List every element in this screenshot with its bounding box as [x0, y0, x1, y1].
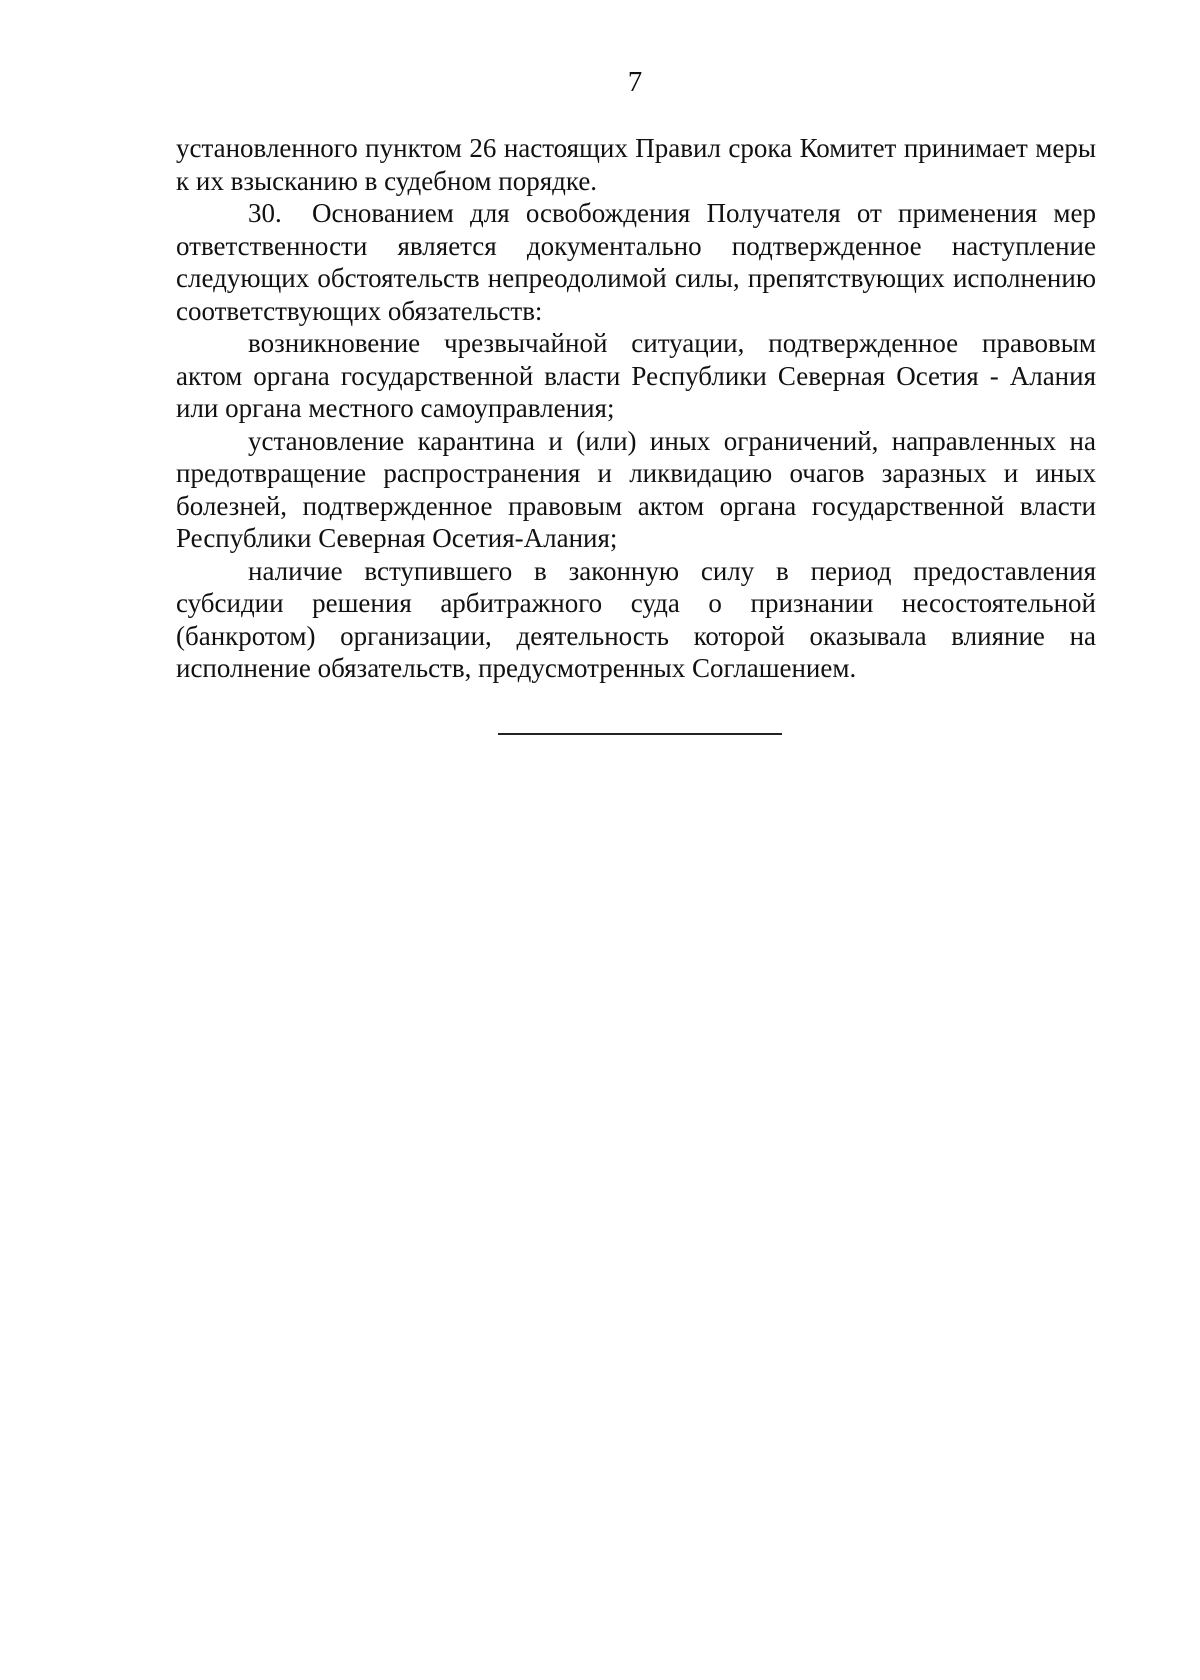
paragraph-quarantine	[176, 425, 1096, 555]
document-body	[176, 132, 1096, 685]
paragraph-continuation	[176, 132, 1096, 197]
paragraph-number: 30.	[248, 198, 282, 228]
paragraph-text: возникновение чрезвычайной ситуации, подтвержденное правовым актом органа государственной власти Республики Северная Осетия - Алания или органа местного самоуправления;	[176, 328, 1096, 423]
paragraph-text: установление карантина и (или) иных ограничений, направленных на предотвращение распространения и ликвидацию очагов заразных и иных болезней, подтвержденное правовым актом органа государственной власти Республики Северная Осетия-Алания;	[176, 425, 1096, 553]
paragraph-text: Основанием для освобождения Получателя от применения мер ответственности является документально подтвержденное наступление следующих обстоятельств непреодолимой силы, препятствующих исполнению соответствующих обязательств:	[176, 198, 1096, 326]
paragraph-text: наличие вступившего в законную силу в период предоставления субсидии решения арбитражного суда о признании несостоятельной (банкротом) организации, деятельность которой оказывала влияние на исполнение обязательств, предусмотренных Соглашением.	[176, 555, 1096, 683]
paragraph-30	[176, 197, 1096, 327]
page-number: 7	[627, 66, 643, 98]
end-of-text-rule	[498, 733, 782, 735]
paragraph-emergency	[176, 327, 1096, 425]
paragraph-bankruptcy	[176, 555, 1096, 685]
paragraph-text: установленного пунктом 26 настоящих Правил срока Комитет принимает меры к их взысканию в судебном порядке.	[176, 133, 1096, 196]
